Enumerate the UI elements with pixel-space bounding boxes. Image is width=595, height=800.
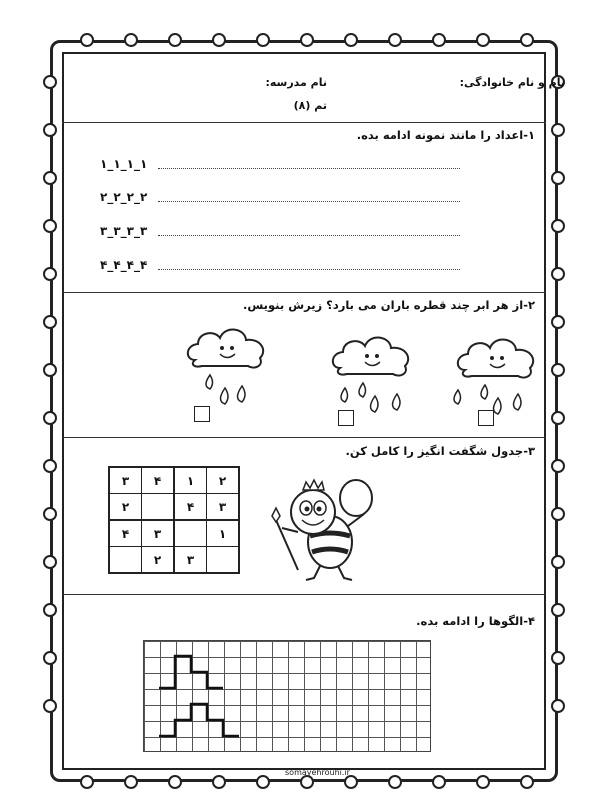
pattern-example: ۴_۴_۴_۴ [100,258,148,272]
border-loop [43,699,57,713]
border-loop [124,775,138,789]
border-loop [551,507,565,521]
border-loop [168,33,182,47]
pattern-row [100,188,460,206]
grid-cell[interactable]: ۴ [174,494,207,521]
grid-cell[interactable]: ۳ [109,467,142,494]
border-loop [212,775,226,789]
question-4-title: ۴-الگوها را ادامه بده. [416,614,535,628]
border-loop [43,651,57,665]
pattern-row [100,256,460,274]
pattern-row [100,155,460,173]
grid-cell[interactable]: ۱ [174,467,207,494]
cloud-illustration [180,320,280,415]
grid-cell[interactable]: ۳ [174,547,207,574]
grid-cell[interactable] [207,547,240,574]
pattern-drawing [143,640,431,752]
question-3-title: ۳-جدول شگفت انگیز را کامل کن. [345,444,535,458]
section-divider [62,594,546,595]
border-loop [432,33,446,47]
grid-cell[interactable]: ۱ [207,520,240,547]
border-loop [551,459,565,473]
grid-cell[interactable] [174,520,207,547]
grid-cell[interactable]: ۳ [142,520,175,547]
border-loop [551,603,565,617]
answer-line [158,168,460,169]
border-loop [43,123,57,137]
grid-cell[interactable]: ۲ [142,547,175,574]
border-loop [80,775,94,789]
border-loop [43,75,57,89]
border-loop [388,33,402,47]
cloud-illustration [450,330,550,425]
border-loop [551,411,565,425]
border-loop [551,267,565,281]
school-name-label: نام مدرسه: [265,76,327,89]
border-loop [551,219,565,233]
answer-box[interactable] [194,406,210,422]
pattern-row [100,222,460,240]
grid-cell[interactable]: ۲ [207,467,240,494]
border-loop [43,219,57,233]
border-loop [476,33,490,47]
border-loop [551,171,565,185]
border-loop [344,33,358,47]
pattern-example: ۲_۲_۲_۲ [100,190,148,204]
answer-line [158,269,460,270]
border-loop [212,33,226,47]
grid-cell[interactable]: ۴ [142,467,175,494]
grid-cell[interactable]: ۴ [109,520,142,547]
border-loop [551,315,565,329]
border-loop [43,603,57,617]
grid-cell[interactable] [142,494,175,521]
answer-box[interactable] [478,410,494,426]
border-loop [432,775,446,789]
border-loop [388,775,402,789]
border-loop [551,699,565,713]
section-divider [62,122,546,123]
border-loop [256,775,270,789]
border-loop [43,315,57,329]
border-loop [43,363,57,377]
border-loop [551,651,565,665]
border-loop [256,33,270,47]
border-loop [551,123,565,137]
bee-illustration [268,470,388,585]
border-loop [520,33,534,47]
border-loop [551,555,565,569]
border-loop [43,555,57,569]
cloud-illustration [325,328,425,423]
section-divider [62,437,546,438]
question-2-title: ۲-از هر ابر چند قطره باران می بارد؟ زیرش بنویس. [243,298,535,312]
question-1-title: ۱-اعداد را مانند نمونه ادامه بده. [356,128,535,142]
border-loop [43,267,57,281]
border-loop [43,411,57,425]
answer-line [158,201,460,202]
pattern-example: ۳_۳_۳_۳ [100,224,148,238]
student-name-label: نام و نام خانوادگی: [459,76,565,89]
border-loop [124,33,138,47]
grid-cell[interactable]: ۳ [207,494,240,521]
border-loop [80,33,94,47]
border-loop [300,33,314,47]
magic-square-table [108,466,240,574]
website-footer: somayehrouhi.ir [285,768,350,777]
border-loop [344,775,358,789]
pattern-example: ۱_۱_۱_۱ [100,157,148,171]
theme-label: تم (۸) [293,99,327,112]
border-loop [43,507,57,521]
border-loop [168,775,182,789]
border-loop [300,775,314,789]
border-loop [551,363,565,377]
border-loop [43,171,57,185]
answer-box[interactable] [338,410,354,426]
border-loop [520,775,534,789]
border-loop [43,459,57,473]
answer-line [158,235,460,236]
grid-cell[interactable] [109,547,142,574]
grid-cell[interactable]: ۲ [109,494,142,521]
border-loop [476,775,490,789]
section-divider [62,292,546,293]
